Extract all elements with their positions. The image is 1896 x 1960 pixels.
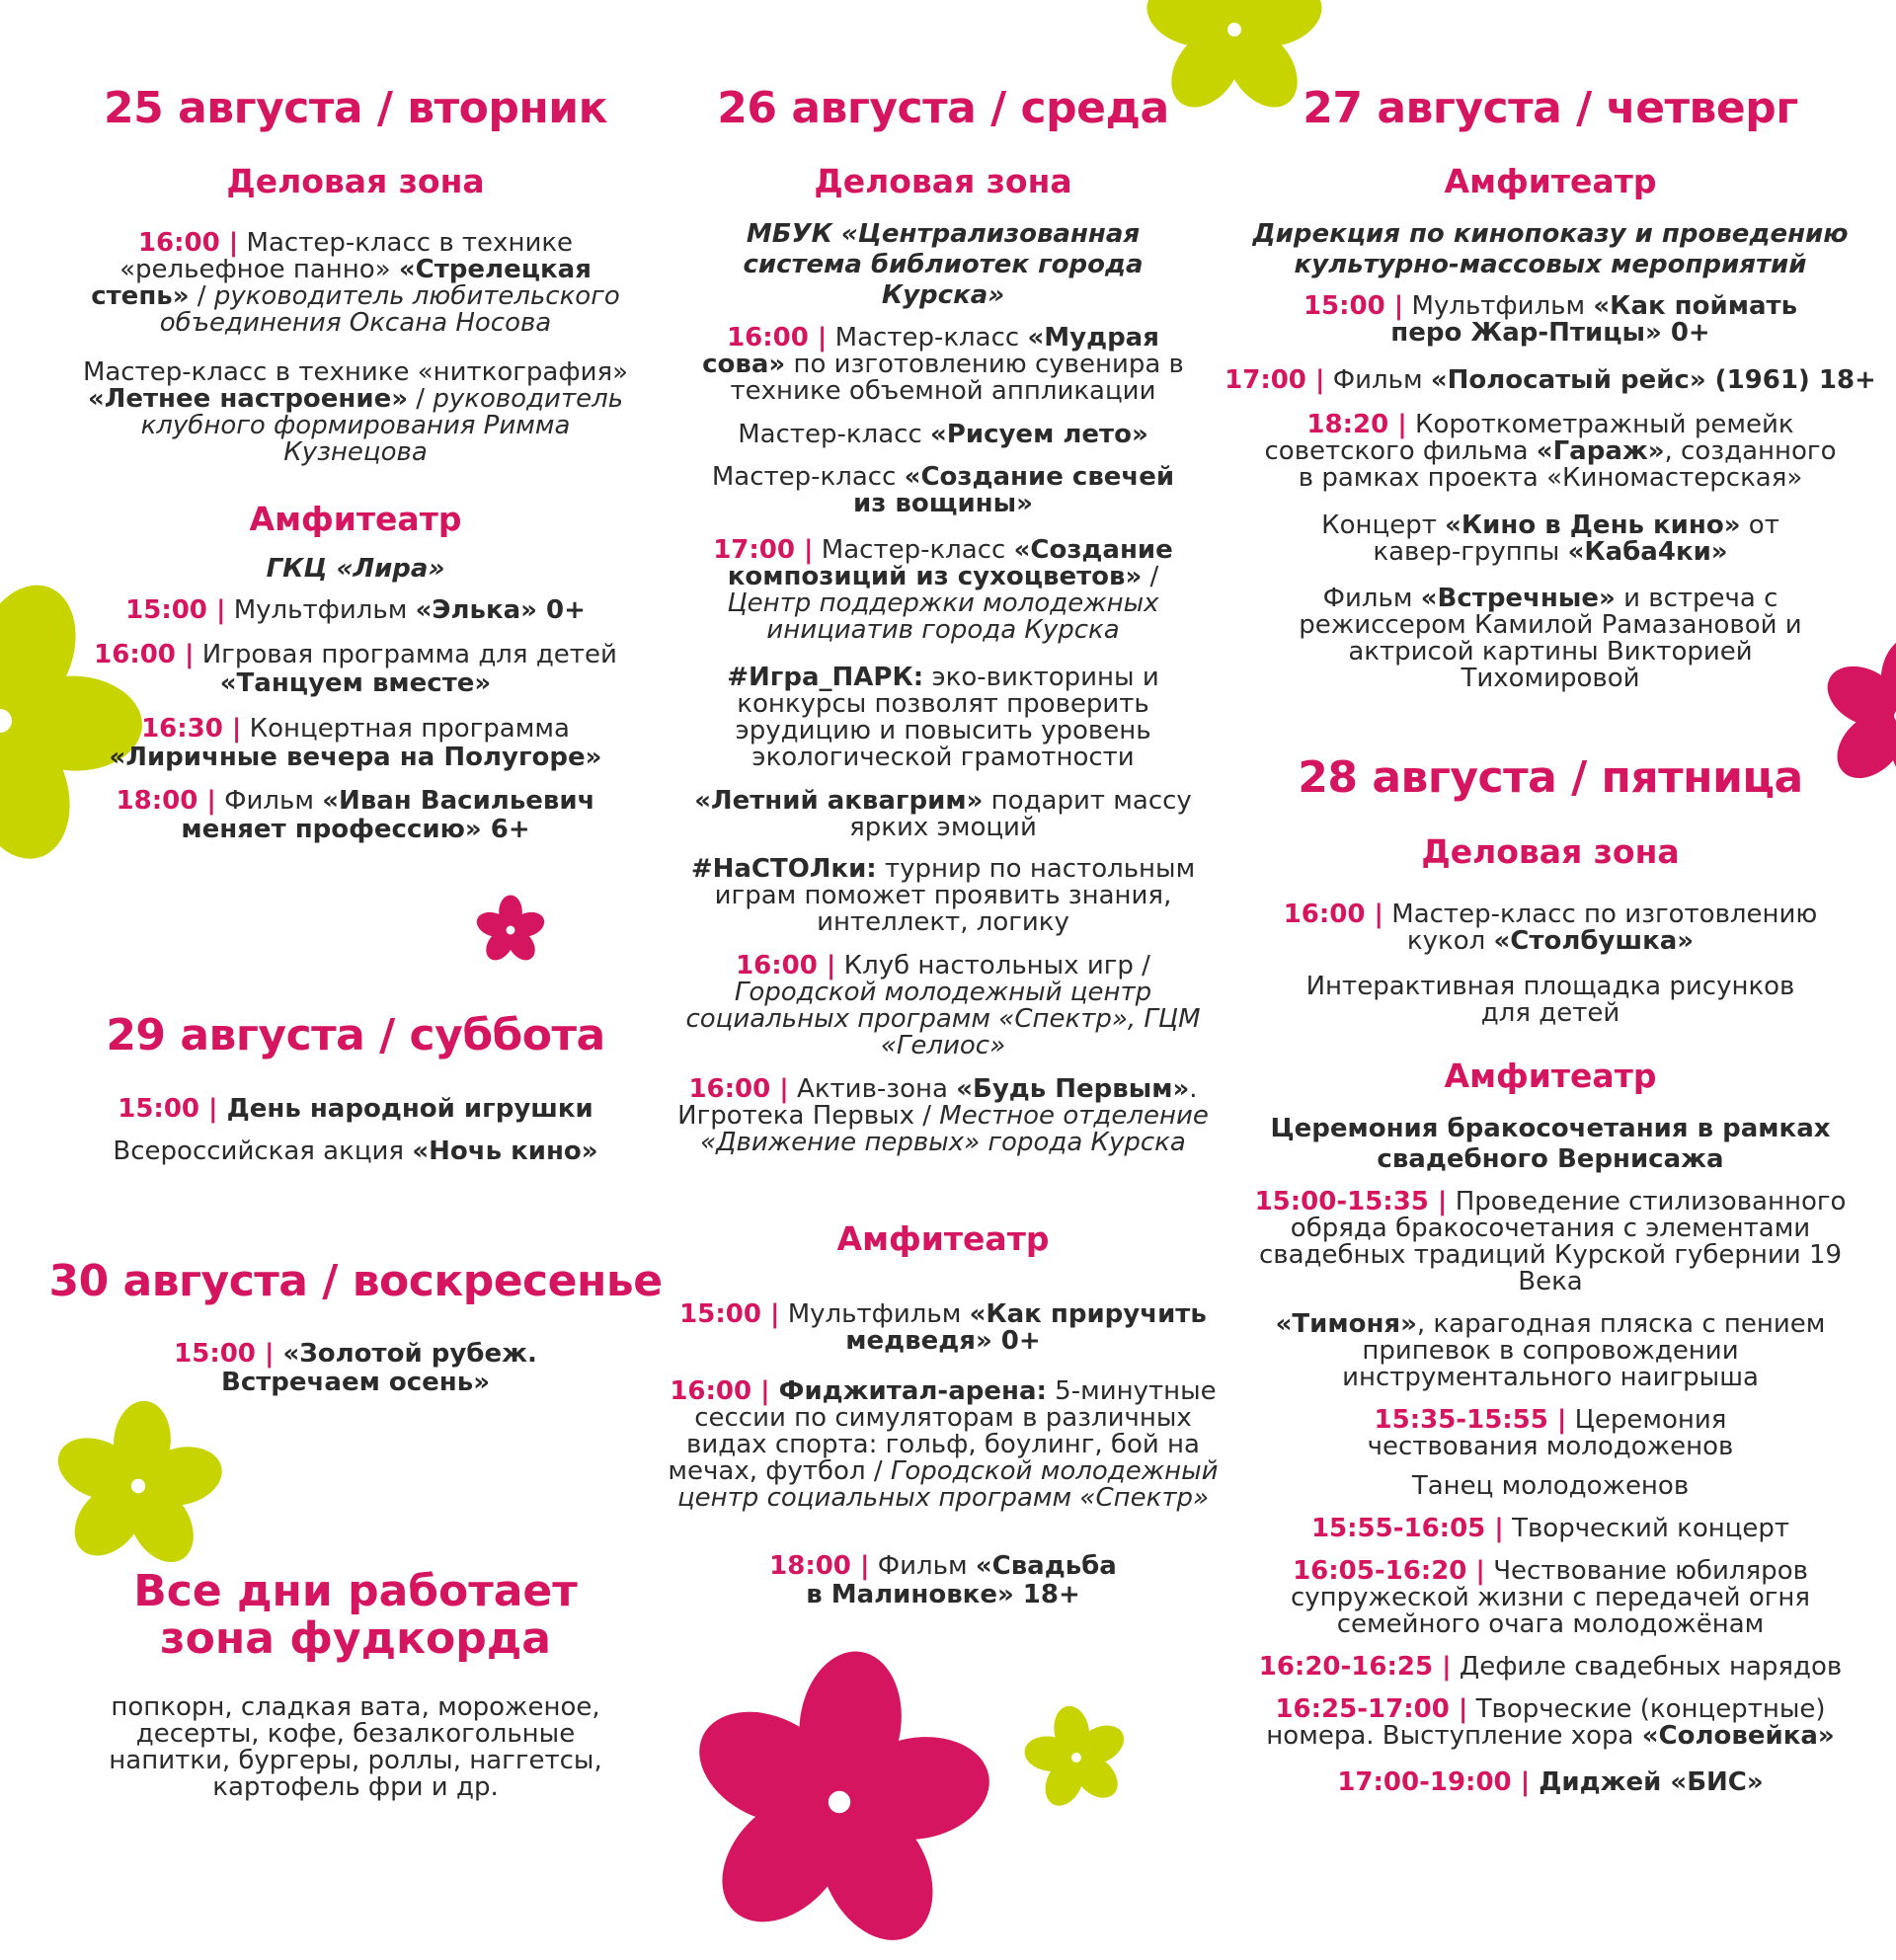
event-item: #НаСТОЛки: турнир по настольным играм поможет проявить знания, интеллект, логику	[690, 854, 1196, 937]
event-item: 16:20-16:25 | Дефиле свадебных нарядов	[1258, 1652, 1843, 1682]
flower-lime-bottom-center-icon	[1022, 1703, 1131, 1812]
event-item: 18:20 | Короткометражный ремейк советского фильма «Гараж», созданного в рамках проекта «Киномастерская»	[1264, 410, 1837, 493]
event-item: 15:00 | День народной игрушки	[118, 1094, 593, 1124]
day-title-aug30: 30 августа / воскресенье	[48, 1256, 663, 1306]
event-item: 16:00 | Мастер-класс по изготовлению кукол «Столбушка»	[1283, 900, 1818, 956]
event-item: 16:00 | Игровая программа для детей «Танцуем вместе»	[94, 640, 617, 698]
event-item: 17:00 | Фильм «Полосатый рейс» (1961) 18+	[1224, 365, 1876, 395]
day-title-aug29: 29 августа / суббота	[106, 1010, 605, 1060]
day-title-aug28: 28 августа / пятница	[1298, 752, 1803, 803]
event-item: 15:00-15:35 | Проведение стилизованного обряда бракосочетания с элементами свадебных традиций Курской губернии 19 Века	[1254, 1187, 1847, 1296]
zone-title-amphitheater: Амфитеатр	[1444, 162, 1657, 200]
event-item: 15:00 | Мультфильм «Как приручить медведя» 0+	[679, 1299, 1207, 1356]
event-item: 16:00 | Актив-зона «Будь Первым». Игротека Первых / Местное отделение «Движение первых» города Курска	[677, 1074, 1209, 1157]
food-court-text: попкорн, сладкая вата, мороженое, десерты, кофе, безалкогольные напитки, бургеры, роллы, наггетсы, картофель фри и др.	[109, 1692, 602, 1802]
event-item: 18:00 | Фильм «Иван Васильевич меняет профессию» 6+	[116, 786, 595, 844]
event-item: Концерт «Кино в День кино» от кавер-группы «Каба4ки»	[1321, 510, 1779, 567]
zone-title-business: Деловая зона	[1421, 832, 1680, 871]
event-item: Всероссийская акция «Ночь кино»	[113, 1137, 598, 1166]
organizer-title: Церемония бракосочетания в рамках свадебного Вернисажа	[1270, 1114, 1831, 1174]
event-item: 16:00 | Фиджитал-арена: 5-минутные сессии по симуляторам в различных видах спорта: гольф, боулинг, бой на мечах, футбол / Городской молодежный центр социальных программ «Спектр»	[668, 1376, 1219, 1513]
event-item: 18:00 | Фильм «Свадьба в Малиновке» 18+	[769, 1551, 1117, 1609]
event-item: Фильм «Встречные» и встреча с режиссером Камилой Рамазановой и актрисой картины Викторией Тихомировой	[1299, 584, 1802, 693]
flower-lime-bottom-left-icon	[49, 1397, 227, 1575]
event-item: «Летний аквагрим» подарит массу ярких эмоций	[694, 786, 1192, 842]
event-item: 15:35-15:55 | Церемония чествования молодоженов	[1367, 1405, 1734, 1461]
event-item: 17:00-19:00 | Диджей «БИС»	[1337, 1767, 1764, 1797]
event-item: 15:00 | Мультфильм «Элька» 0+	[125, 595, 586, 625]
event-item: 16:25-17:00 | Творческие (концертные) номера. Выступление хора «Соловейка»	[1266, 1694, 1835, 1751]
zone-title-amphitheater: Амфитеатр	[1444, 1057, 1657, 1095]
day-title-aug26: 26 августа / среда	[717, 83, 1169, 133]
event-item: Интерактивная площадка рисунков для детей	[1305, 972, 1795, 1028]
event-item: Мастер-класс «Рисуем лето»	[738, 420, 1148, 449]
organizer-title: ГКЦ «Лира»	[266, 554, 445, 584]
event-item: 15:55-16:05 | Творческий концерт	[1310, 1514, 1790, 1543]
event-item: #Игра_ПАРК: эко-викторины и конкурсы позволят проверить эрудицию и повысить уровень экологической грамотности	[727, 663, 1159, 772]
day-title-aug27: 27 августа / четверг	[1303, 83, 1798, 133]
zone-title-business: Деловая зона	[226, 162, 485, 200]
event-item: Танец молодоженов	[1411, 1471, 1690, 1501]
event-item: «Тимоня», карагодная пляска с пением припевок в сопровождении инструментального наигрыша	[1275, 1309, 1826, 1392]
event-item: 16:05-16:20 | Чествование юбиляров супружеской жизни с передачей огня семейного очага молодожёнам	[1290, 1556, 1811, 1639]
event-item: 17:00 | Мастер-класс «Создание композиций из сухоцветов» / Центр поддержки молодежных инициатив города Курска	[713, 535, 1173, 645]
event-item: Мастер-класс «Создание свечей из вощины»	[711, 462, 1175, 518]
event-item: 16:00 | Мастер-класс «Мудрая сова» по изготовлению сувенира в технике объемной аппликации	[702, 323, 1184, 406]
event-item: Мастер-класс в технике «ниткография» «Летнее настроение» / руководитель клубного формирования Римма Кузнецова	[82, 357, 629, 467]
zone-title-amphitheater: Амфитеатр	[836, 1219, 1050, 1258]
flower-pink-large-icon	[681, 1644, 997, 1960]
event-item: 15:00 | «Золотой рубеж. Встречаем осень»	[174, 1339, 537, 1397]
organizer-title: Дирекция по кинопоказу и проведению культурно-массовых мероприятий	[1252, 219, 1849, 279]
event-item: 16:30 | Концертная программа «Лиричные вечера на Полугоре»	[109, 714, 602, 772]
organizer-title: МБУК «Централизованная система библиотек города Курска»	[743, 219, 1144, 310]
event-item: 16:00 | Мастер-класс в технике «рельефное панно» «Стрелецкая степь» / руководитель любительского объединения Оксана Носова	[91, 228, 620, 338]
zone-title-amphitheater: Амфитеатр	[249, 500, 462, 538]
event-item: 16:00 | Клуб настольных игр / Городской молодежный центр социальных программ «Спектр», ГЦМ «Гелиос»	[685, 951, 1201, 1060]
event-item: 15:00 | Мультфильм «Как поймать перо Жар-Птицы» 0+	[1303, 291, 1798, 348]
day-title-aug25: 25 августа / вторник	[104, 83, 607, 133]
zone-title-business: Деловая зона	[814, 162, 1072, 200]
flower-pink-small-icon	[474, 894, 547, 967]
food-court-title: Все дни работает зона фудкорда	[133, 1566, 578, 1664]
